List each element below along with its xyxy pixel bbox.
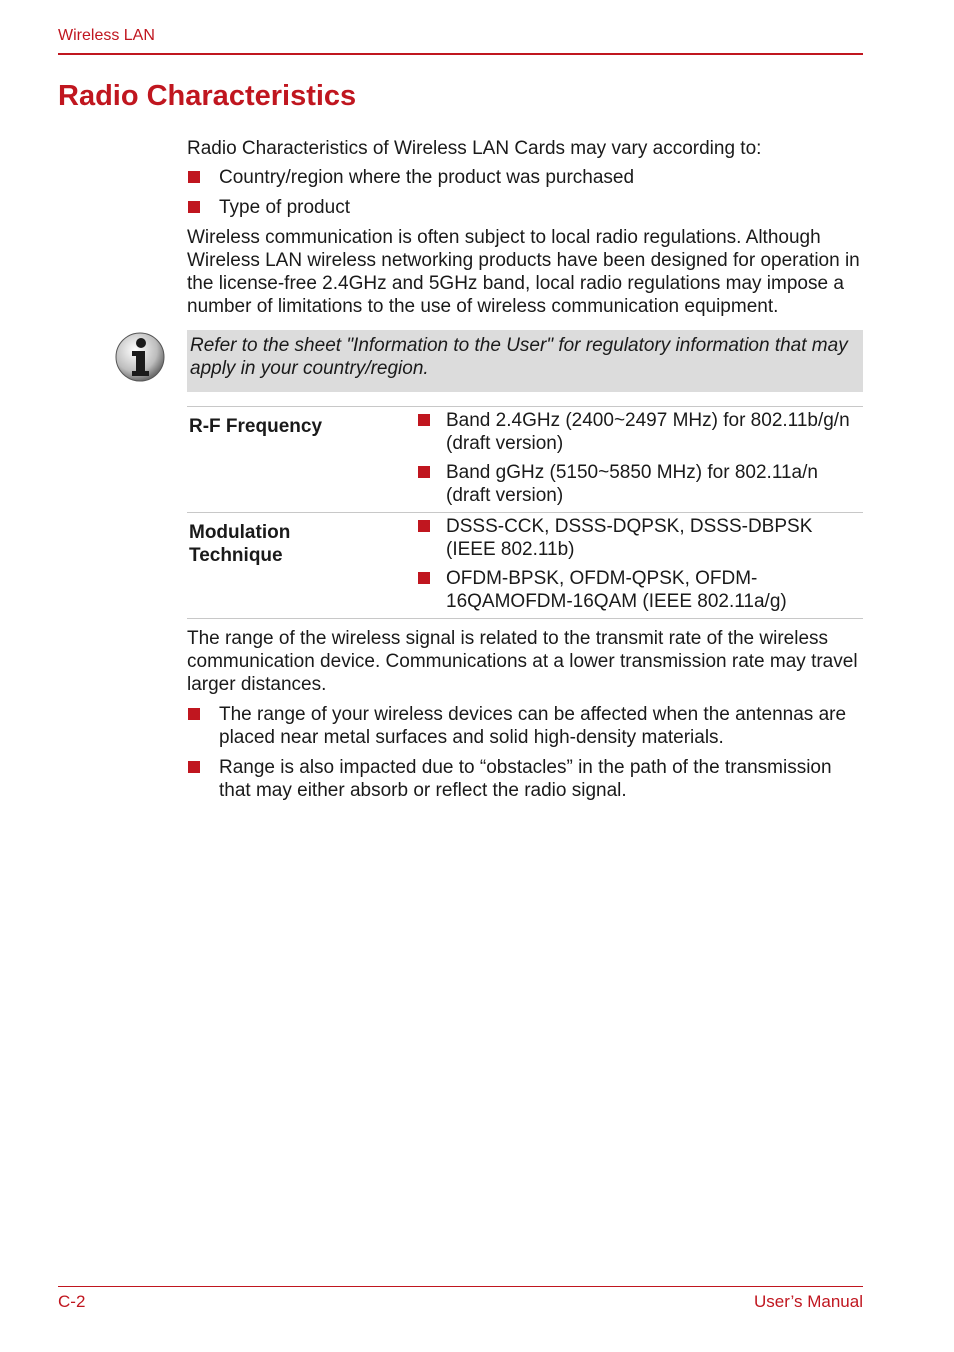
page-number: C-2	[58, 1292, 86, 1311]
list-item: Type of product	[187, 196, 863, 219]
spec-label: R-F Frequency	[189, 416, 323, 437]
bullet-square-icon	[418, 466, 430, 478]
manual-title: User’s Manual	[754, 1292, 863, 1311]
list-item: Range is also impacted due to “obstacles” in the path of the transmission that may either absorb or reflect the radio signal.	[187, 756, 863, 802]
intro-bullet-list	[187, 166, 863, 219]
list-item: Country/region where the product was purchased	[187, 166, 863, 189]
main-content	[187, 137, 863, 809]
note-text: Refer to the sheet "Information to the User" for regulatory information that may apply in your country/region.	[190, 335, 848, 379]
bullet-square-icon	[188, 171, 200, 183]
footer-rule	[58, 1286, 863, 1287]
table-row	[187, 407, 863, 513]
spec-label: Modulation Technique	[189, 522, 291, 566]
list-item: OFDM-BPSK, OFDM-QPSK, OFDM-16QAMOFDM-16QAM (IEEE 802.11a/g)	[415, 567, 863, 613]
spec-table	[187, 406, 863, 619]
bullet-square-icon	[188, 761, 200, 773]
running-header: Wireless LAN	[58, 27, 155, 44]
list-item: Band gGHz (5150~5850 MHz) for 802.11a/n (draft version)	[415, 461, 863, 507]
bullet-square-icon	[188, 708, 200, 720]
list-item: The range of your wireless devices can be affected when the antennas are placed near metal surfaces and solid high-density materials.	[187, 703, 863, 749]
range-paragraph: The range of the wireless signal is related to the transmit rate of the wireless communication device. Communications at a lower transmission rate may travel larger distances.	[187, 628, 858, 695]
bullet-square-icon	[418, 572, 430, 584]
regulation-paragraph: Wireless communication is often subject to local radio regulations. Although Wireless LAN wireless networking products have been designed for operation in the license-free 2.4GHz and 5GHz band, local radio regulations may impose a number of limitations to the use of wireless communication equipment.	[187, 227, 860, 317]
bullet-square-icon	[418, 520, 430, 532]
bullet-square-icon	[188, 201, 200, 213]
table-row	[187, 513, 863, 619]
range-bullet-list	[187, 703, 863, 802]
info-icon	[114, 331, 166, 383]
list-item: DSSS-CCK, DSSS-DQPSK, DSSS-DBPSK (IEEE 802.11b)	[415, 515, 863, 561]
note-box	[187, 330, 863, 392]
list-item: Band 2.4GHz (2400~2497 MHz) for 802.11b/g/n (draft version)	[415, 409, 863, 455]
header-rule	[58, 53, 863, 55]
intro-text: Radio Characteristics of Wireless LAN Cards may vary according to:	[187, 138, 762, 159]
page-title: Radio Characteristics	[58, 80, 357, 112]
bullet-square-icon	[418, 414, 430, 426]
